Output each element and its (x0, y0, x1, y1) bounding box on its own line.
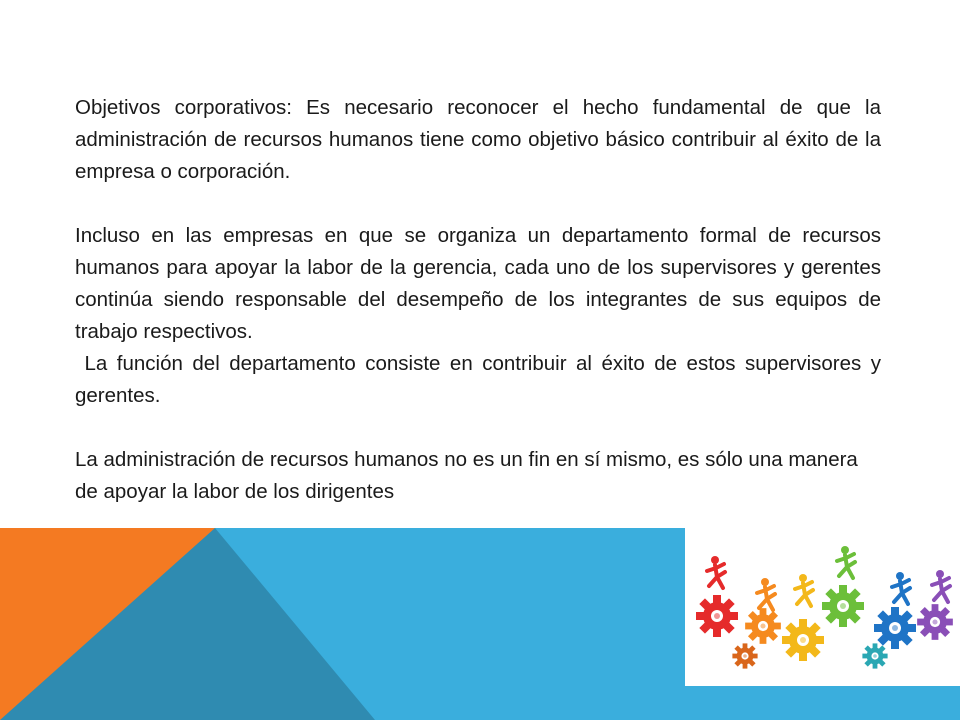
runner-blue-icon (892, 572, 910, 604)
paragraph-3: La función del departamento consiste en contribuir al éxito de estos supervisores y gerentes. (75, 352, 887, 407)
gear-orange (745, 608, 781, 644)
gear-green (822, 585, 864, 627)
body-text (75, 92, 887, 508)
paragraph-2: Incluso en las empresas en que se organiza un departamento formal de recursos humanos para apoyar la labor de la gerencia, cada uno de los supervisores y gerentes continúa siendo responsable del desempeño de los integrantes de sus equipos de trabajo respectivos. (75, 224, 881, 343)
people-on-gears-illustration (685, 528, 960, 686)
gears-image (685, 528, 960, 686)
gear-purple (917, 604, 953, 640)
paragraph-1: Objetivos corporativos: Es necesario reconocer el hecho fundamental de que la administración de recursos humanos tiene como objetivo básico contribuir al éxito de la empresa o corporación. (75, 96, 881, 183)
runner-green-icon (837, 546, 855, 578)
gear-red (696, 595, 738, 637)
gear-yellow (782, 619, 824, 661)
runner-red-icon (707, 556, 725, 588)
gear-teal (862, 643, 887, 668)
runner-purple-icon (932, 570, 950, 602)
gear-dark-orange (732, 643, 757, 668)
gear-blue (874, 607, 916, 649)
runner-yellow-icon (795, 574, 813, 606)
runner-orange-icon (757, 578, 775, 610)
paragraph-4: La administración de recursos humanos no es un fin en sí mismo, es sólo una manera de apoyar la labor de los dirigentes (75, 448, 858, 503)
